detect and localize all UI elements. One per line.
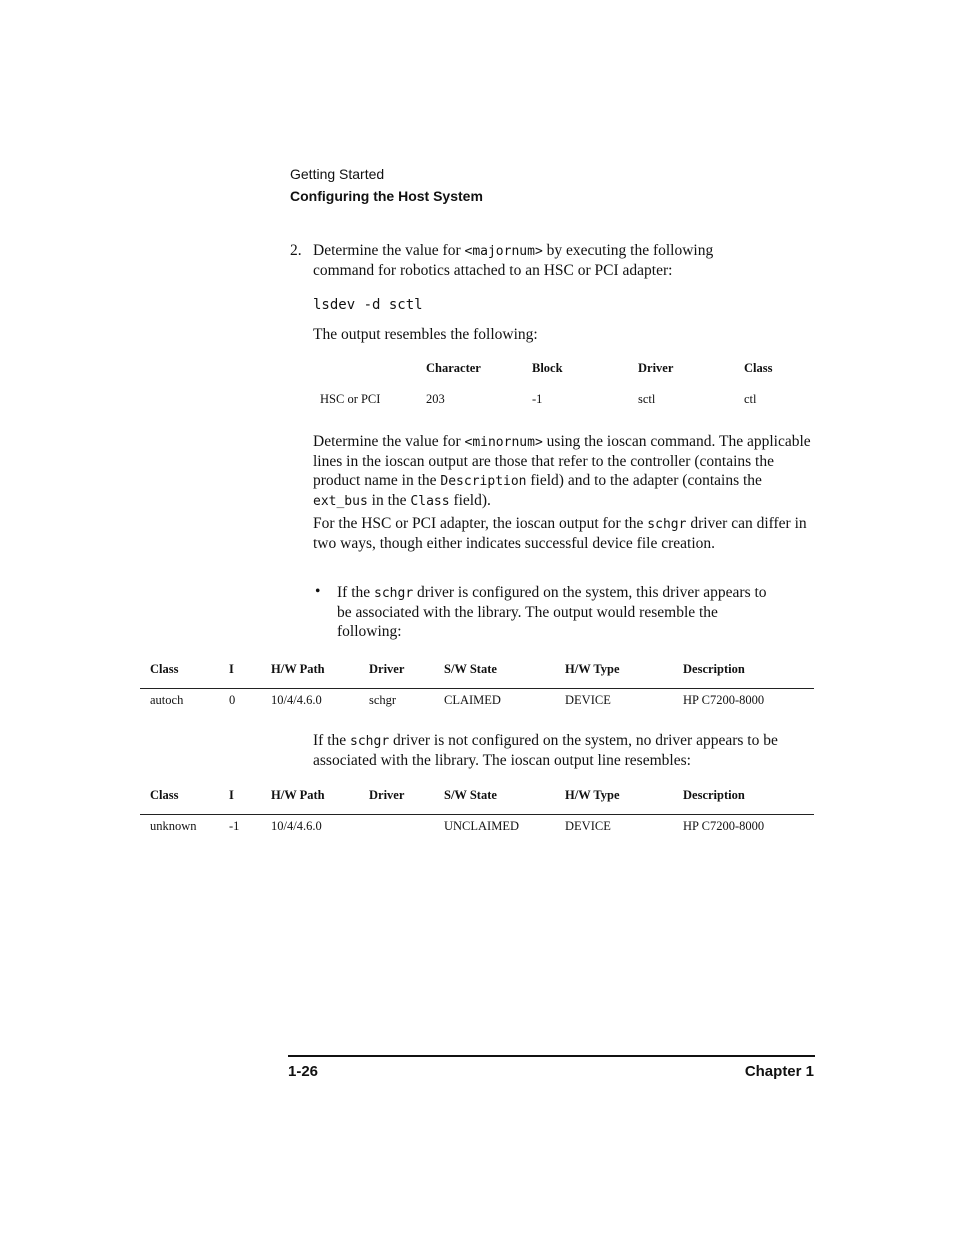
ioscan2-header-sw-state: S/W State bbox=[444, 788, 497, 802]
minornum-paragraph: Determine the value for <minornum> using the ioscan command. The applicable lines in the ioscan output are those that refer to the controller (contains the product name in the Description field) and to the adapter (contains the ext_bus in the Class field). bbox=[313, 433, 811, 509]
ioscan2-cell-hw-path: 10/4/4.6.0 bbox=[271, 819, 322, 833]
schgr-code: schgr bbox=[647, 517, 687, 532]
minornum-code: <minornum> bbox=[464, 435, 543, 450]
bullet-paragraph: If the schgr driver is configured on the system, this driver appears to be associated with the library. The output would resemble the following: bbox=[337, 584, 767, 640]
bullet-symbol: • bbox=[315, 583, 321, 600]
ioscan2-cell-sw-state: UNCLAIMED bbox=[444, 819, 519, 833]
ioscan2-cell-i: -1 bbox=[229, 819, 240, 833]
step2-text: Determine the value for <majornum> by executing the following command for robotics attached to an HSC or PCI adapter: bbox=[313, 242, 714, 279]
chapter-label: Chapter 1 bbox=[744, 1063, 814, 1080]
lsdev-header-character: Character bbox=[426, 361, 481, 375]
footer-rule bbox=[288, 1055, 815, 1057]
ioscan1-header-i: I bbox=[229, 662, 234, 676]
lsdev-row-block: -1 bbox=[532, 392, 543, 406]
ioscan2-cell-class: unknown bbox=[150, 819, 197, 833]
lsdev-row-class: ctl bbox=[744, 392, 757, 406]
not-configured-paragraph: If the schgr driver is not configured on the system, no driver appears to be associated with the library. The ioscan output line resembles: bbox=[313, 732, 778, 769]
ioscan2-cell-description: HP C7200-8000 bbox=[683, 819, 765, 833]
hsc-paragraph: For the HSC or PCI adapter, the ioscan output for the schgr driver can differ in two ways, though either indicates successful device file creation. bbox=[313, 515, 807, 552]
ioscan1-header-hw-path: H/W Path bbox=[271, 662, 325, 676]
ioscan2-header-hw-type: H/W Type bbox=[565, 788, 620, 802]
lsdev-header-driver: Driver bbox=[638, 361, 674, 375]
ioscan2-header-driver: Driver bbox=[369, 788, 405, 802]
ioscan1-header-class: Class bbox=[150, 662, 179, 676]
ioscan1-header-sw-state: S/W State bbox=[444, 662, 497, 676]
ioscan2-header-i: I bbox=[229, 788, 234, 802]
lsdev-row-driver: sctl bbox=[638, 392, 656, 406]
ioscan2-cell-hw-type: DEVICE bbox=[565, 819, 611, 833]
output-intro: The output resembles the following: bbox=[313, 326, 538, 343]
majornum-code: <majornum> bbox=[464, 244, 543, 259]
table-rule bbox=[140, 814, 814, 815]
page-number: 1-26 bbox=[288, 1063, 319, 1080]
schgr-code: schgr bbox=[374, 586, 414, 601]
lsdev-command: lsdev -d sctl bbox=[313, 297, 423, 313]
lsdev-row-label: HSC or PCI bbox=[320, 392, 381, 406]
ioscan1-header-driver: Driver bbox=[369, 662, 405, 676]
running-header-subsection: Configuring the Host System bbox=[290, 188, 483, 204]
ioscan2-header-description: Description bbox=[683, 788, 745, 802]
ioscan1-header-description: Description bbox=[683, 662, 745, 676]
ioscan1-cell-hw-path: 10/4/4.6.0 bbox=[271, 693, 322, 707]
class-code: Class bbox=[410, 494, 450, 509]
ioscan1-cell-description: HP C7200-8000 bbox=[683, 693, 765, 707]
step-number: 2. bbox=[290, 242, 302, 259]
lsdev-row-character: 203 bbox=[426, 392, 445, 406]
ioscan1-cell-i: 0 bbox=[229, 693, 236, 707]
lsdev-header-class: Class bbox=[744, 361, 773, 375]
ioscan1-cell-class: autoch bbox=[150, 693, 184, 707]
schgr-code: schgr bbox=[350, 734, 390, 749]
ext-bus-code: ext_bus bbox=[313, 494, 368, 509]
ioscan2-header-class: Class bbox=[150, 788, 179, 802]
lsdev-header-block: Block bbox=[532, 361, 563, 375]
ioscan2-header-hw-path: H/W Path bbox=[271, 788, 325, 802]
ioscan1-header-hw-type: H/W Type bbox=[565, 662, 620, 676]
table-rule bbox=[140, 688, 814, 689]
description-code: Description bbox=[440, 474, 527, 489]
ioscan1-cell-driver: schgr bbox=[369, 693, 397, 707]
ioscan1-cell-sw-state: CLAIMED bbox=[444, 693, 501, 707]
running-header-section: Getting Started bbox=[290, 166, 385, 182]
ioscan1-cell-hw-type: DEVICE bbox=[565, 693, 611, 707]
